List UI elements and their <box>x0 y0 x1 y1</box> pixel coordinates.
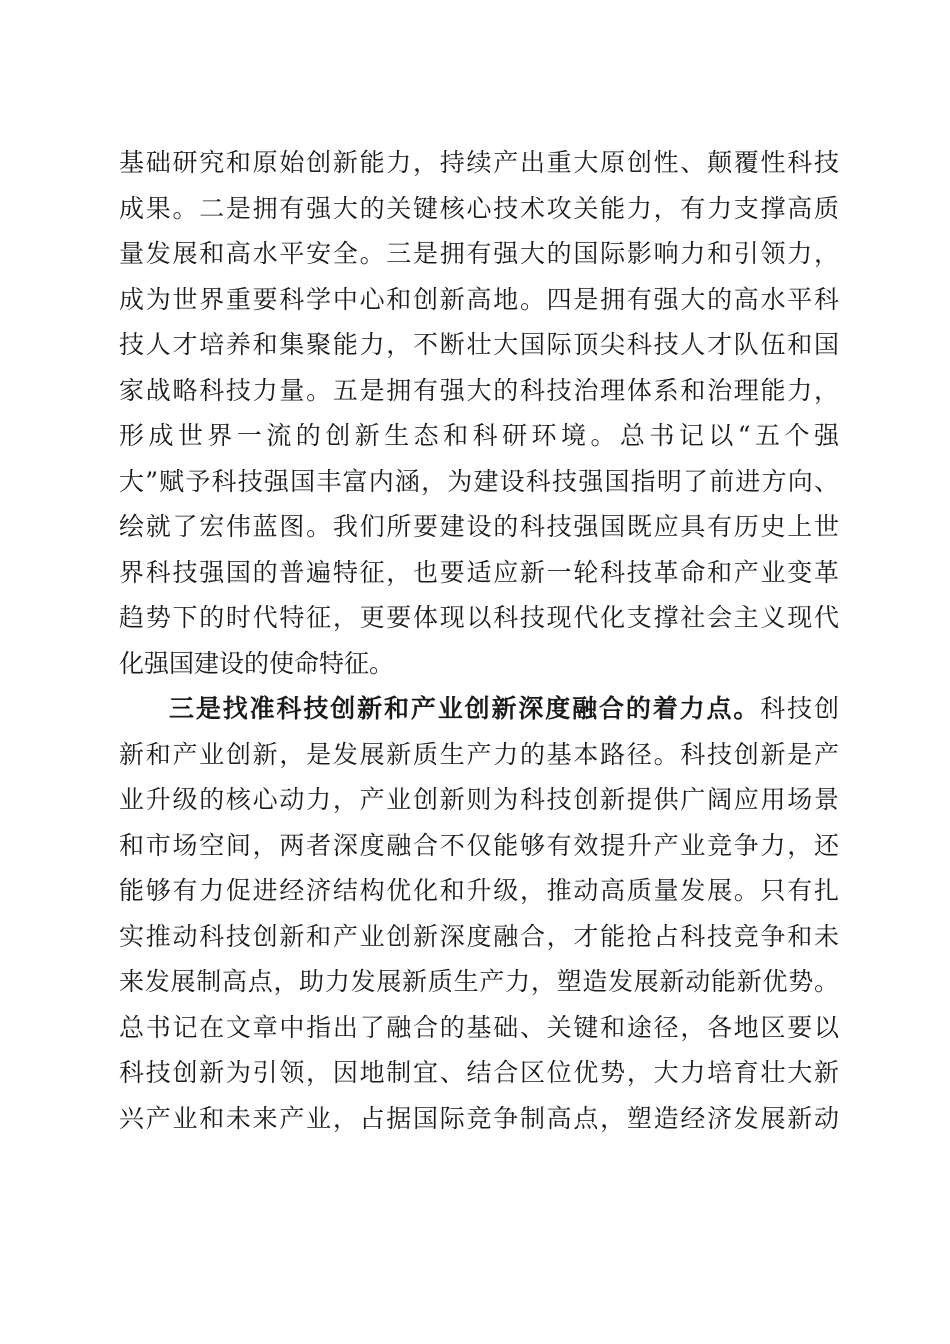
text-line: 总书记在文章中指出了融合的基础、关键和途径，各地区要以 <box>119 1012 839 1042</box>
text-line: 科技创新为引领，因地制宜、结合区位优势，大力培育壮大新 <box>119 1058 839 1087</box>
text-line: 技人才培养和集聚能力，不断壮大国际顶尖科技人才队伍和国 <box>119 330 839 359</box>
text-line: 兴产业和未来产业，占据国际竞争制高点，塑造经济发展新动 <box>119 1103 839 1133</box>
text-line: 大”赋予科技强国丰富内涵，为建设科技强国指明了前进方向、 <box>119 466 839 496</box>
text-line: 家战略科技力量。五是拥有强大的科技治理体系和治理能力， <box>119 375 839 405</box>
text-line: 绘就了宏伟蓝图。我们所要建设的科技强国既应具有历史上世 <box>119 512 839 541</box>
text-line: 新和产业创新，是发展新质生产力的基本路径。科技创新是产 <box>119 739 839 769</box>
text-line: 实推动科技创新和产业创新深度融合，才能抢占科技竞争和未 <box>119 921 839 951</box>
paragraph-first-line <box>119 686 839 732</box>
text-line: 来发展制高点，助力发展新质生产力，塑造发展新动能新优势。 <box>119 967 839 996</box>
text-line: 成为世界重要科学中心和创新高地。四是拥有强大的高水平科 <box>119 284 839 314</box>
text-line: 业升级的核心动力，产业创新则为科技创新提供广阔应用场景 <box>119 785 839 814</box>
paragraph-2 <box>119 686 839 1141</box>
paragraph-1 <box>119 140 839 686</box>
text-span: 科技创 <box>760 694 839 723</box>
body-text <box>119 140 839 1141</box>
section-heading: 三是找准科技创新和产业创新深度融合的着力点。 <box>169 694 761 723</box>
text-line: 成果。二是拥有强大的关键核心技术攻关能力，有力支撑高质 <box>119 193 839 223</box>
text-line: 趋势下的时代特征，更要体现以科技现代化支撑社会主义现代 <box>119 603 839 632</box>
text-line: 形成世界一流的创新生态和科研环境。总书记以“五个强 <box>119 421 839 450</box>
text-line: 能够有力促进经济结构优化和升级，推动高质量发展。只有扎 <box>119 876 839 905</box>
text-line: 化强国建设的使命特征。 <box>119 648 395 678</box>
text-line: 和市场空间，两者深度融合不仅能够有效提升产业竞争力，还 <box>119 830 839 860</box>
text-line: 基础研究和原始创新能力，持续产出重大原创性、颠覆性科技 <box>119 148 839 177</box>
text-line: 量发展和高水平安全。三是拥有强大的国际影响力和引领力， <box>119 239 839 268</box>
text-line: 界科技强国的普遍特征，也要适应新一轮科技革命和产业变革 <box>119 557 839 587</box>
